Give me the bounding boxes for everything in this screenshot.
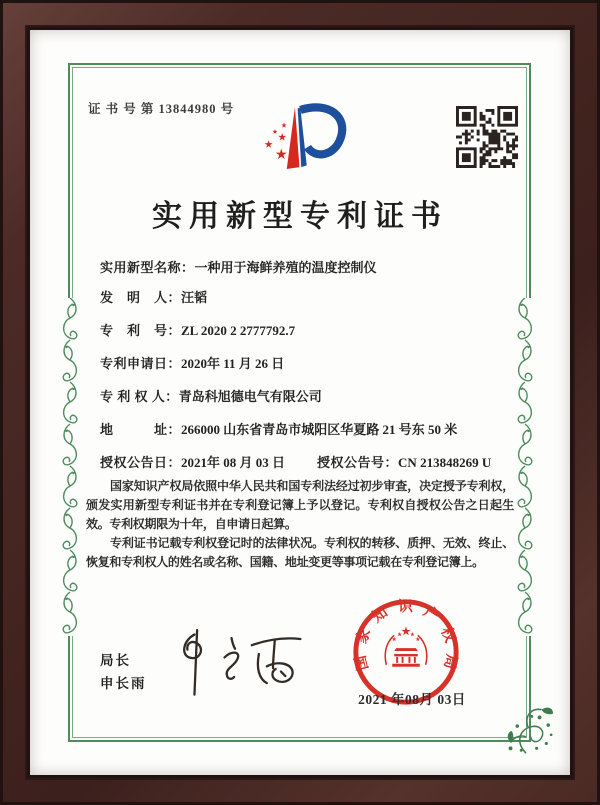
field-label: 专 利 号： [100,323,182,338]
field-value: 青岛科旭德电气有限公司 [178,389,322,404]
svg-text:国家知识产权局 [351,597,460,672]
seal-date: 2021 年08月 03日 [358,692,466,707]
field-row-patent-no [100,320,512,339]
field-label: 专利申请日： [100,356,182,371]
field-row-grant [100,452,512,471]
legal-paragraph-1: 国家知识产权局依照中华人民共和国专利法经过初步审查，决定授予专利权，颁发实用新型专利证书并在专利登记簿上予以登记。专利权自授权公告之日起生效。专利权期限为十年，自申请日起算。 [86,479,514,531]
field-label: 专 利 权 人： [100,389,179,404]
field-label: 实用新型名称： [100,260,195,275]
field-label: 授权公告号： [317,455,399,470]
green-scroll-flourish-right [512,298,538,636]
green-scroll-flourish-left [57,298,83,636]
field-value: 2020年 11 月 26 日 [181,356,285,371]
field-value: 汪韬 [181,290,208,305]
national-emblem-icon [385,626,427,666]
field-row-filing-date [100,353,512,372]
field-label: 地 址： [100,422,182,437]
field-value: CN 213848269 U [398,455,492,470]
field-value: ZL 2020 2 2777792.7 [181,323,296,338]
field-row-address [100,419,512,438]
legal-text [86,477,514,572]
green-floral-cluster-icon [497,700,555,758]
certificate-title: 实用新型专利证书 [152,200,448,233]
field-row-patentee [100,386,512,405]
signatory-post: 局长 [100,653,131,668]
field-label: 授权公告日： [100,455,182,470]
certificate-number: 证 书 号 第 13844980 号 [88,102,235,116]
field-row-name [100,257,512,276]
qr-code-icon [456,106,518,168]
field-row-inventor [100,287,512,306]
cnipa-patent-logo-icon [245,96,363,182]
field-value: 266000 山东省青岛市城阳区华夏路 21 号东 50 米 [181,422,458,437]
shen-changyu-signature-icon [168,626,318,704]
field-value: 2021年 08 月 03 日 [181,455,286,470]
legal-paragraph-2: 专利证书记载专利权登记时的法律状况。专利权的转移、质押、无效、终止、恢复和专利权人的姓名或名称、国籍、地址变更等事项记载在专利登记簿上。 [86,536,514,569]
seal-ring-text: 国家知识产权局 [352,599,460,672]
signatory-name: 申长雨 [100,676,147,691]
field-label: 发 明 人： [100,290,182,305]
field-value: 一种用于海鲜养殖的温度控制仪 [194,260,377,275]
